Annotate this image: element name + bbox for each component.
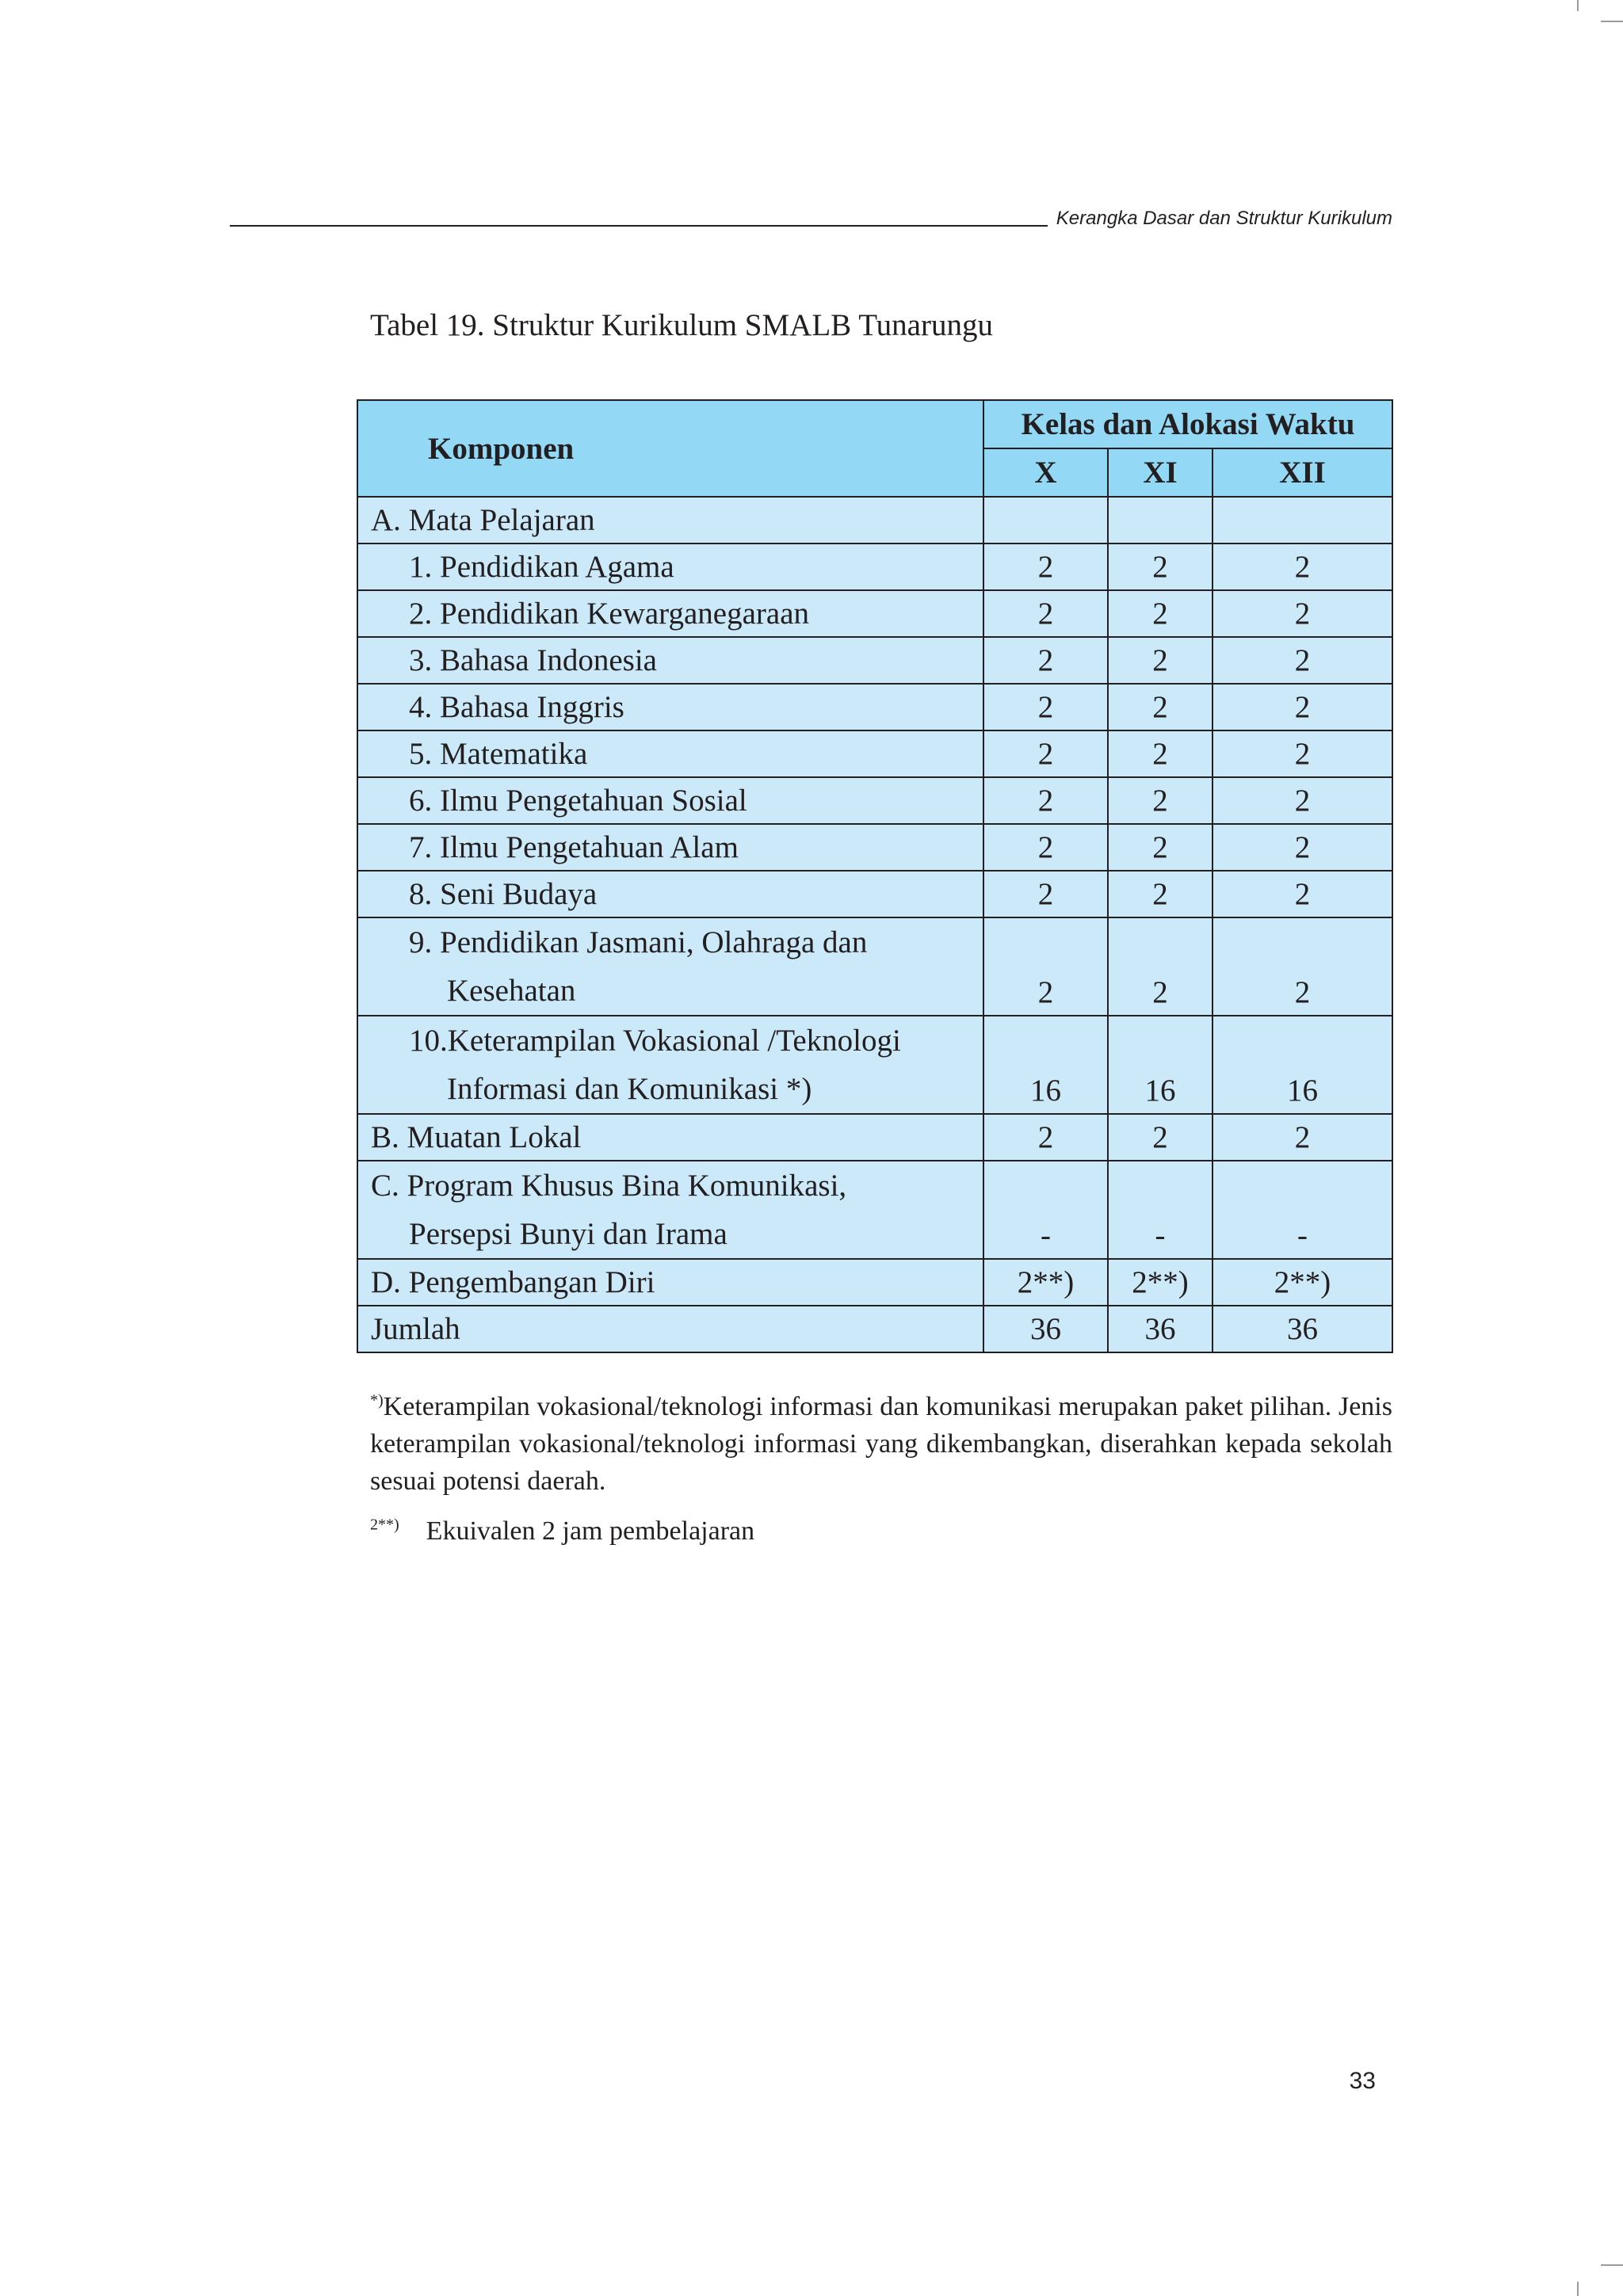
table-row <box>357 917 1392 1016</box>
program-khusus-line2: Persepsi Bunyi dan Irama <box>409 1217 727 1251</box>
kelas-xi-header: XI <box>1108 448 1212 497</box>
table-row <box>357 1161 1392 1259</box>
value-xi: 2**) <box>1108 1259 1212 1306</box>
value-xi: - <box>1108 1161 1212 1259</box>
value-xii: 16 <box>1212 1016 1392 1114</box>
value-x: 2 <box>983 730 1108 777</box>
value-xi: 2 <box>1108 917 1212 1016</box>
subject-label: 3. Bahasa Indonesia <box>357 637 983 684</box>
value-xii: 2 <box>1212 637 1392 684</box>
footnote-1 <box>370 1388 1392 1500</box>
value-x: 2 <box>983 917 1108 1016</box>
value-x: 2 <box>983 1114 1108 1161</box>
empty-cell <box>1108 497 1212 543</box>
value-x: 36 <box>983 1306 1108 1352</box>
kelas-xii-header: XII <box>1212 448 1392 497</box>
value-xi: 2 <box>1108 543 1212 590</box>
value-xi: 36 <box>1108 1306 1212 1352</box>
subject-label-line1: 9. Pendidikan Jasmani, Olahraga dan <box>409 925 868 959</box>
crop-mark <box>1577 0 1579 11</box>
table-row <box>357 543 1392 590</box>
subject-label: 5. Matematika <box>357 730 983 777</box>
value-xii: 2 <box>1212 730 1392 777</box>
section-a-label: A. Mata Pelajaran <box>357 497 983 543</box>
value-xi: 2 <box>1108 1114 1212 1161</box>
crop-mark <box>1577 2282 1579 2296</box>
value-xi: 2 <box>1108 871 1212 917</box>
footnote-2-text: Ekuivalen 2 jam pembelajaran <box>426 1516 755 1546</box>
table-row <box>357 777 1392 824</box>
subject-label-line2: Informasi dan Komunikasi *) <box>447 1072 812 1106</box>
value-xii: 2 <box>1212 871 1392 917</box>
value-x: 2 <box>983 637 1108 684</box>
value-xi: 2 <box>1108 730 1212 777</box>
table-row <box>357 1306 1392 1352</box>
header-rule <box>230 225 1048 227</box>
value-xii: 36 <box>1212 1306 1392 1352</box>
curriculum-table <box>357 399 1393 1353</box>
page-number: 33 <box>1349 2068 1376 2094</box>
footnote-2 <box>370 1512 1392 1550</box>
subject-label: 1. Pendidikan Agama <box>357 543 983 590</box>
subject-label: 8. Seni Budaya <box>357 871 983 917</box>
table-row <box>357 637 1392 684</box>
footnotes <box>370 1388 1392 1550</box>
value-x: 2**) <box>983 1259 1108 1306</box>
empty-cell <box>1212 497 1392 543</box>
crop-mark <box>1601 2264 1623 2266</box>
subject-label: 7. Ilmu Pengetahuan Alam <box>357 824 983 871</box>
komponen-header: Komponen <box>357 400 983 497</box>
table-row <box>357 684 1392 730</box>
table-row <box>357 590 1392 637</box>
table-header-row <box>357 400 1392 448</box>
value-x: 2 <box>983 543 1108 590</box>
table-row <box>357 824 1392 871</box>
table-title: Tabel 19. Struktur Kurikulum SMALB Tunarungu <box>370 308 993 342</box>
muatan-lokal-label: B. Muatan Lokal <box>357 1114 983 1161</box>
value-x: 2 <box>983 777 1108 824</box>
jumlah-label: Jumlah <box>357 1306 983 1352</box>
value-xii: - <box>1212 1161 1392 1259</box>
table-row <box>357 497 1392 543</box>
program-khusus-line1: C. Program Khusus Bina Komunikasi, <box>371 1169 847 1203</box>
value-xi: 2 <box>1108 824 1212 871</box>
crop-mark <box>1601 21 1623 22</box>
subject-label <box>357 1016 983 1114</box>
value-xii: 2 <box>1212 543 1392 590</box>
subject-label-line1: 10.Keterampilan Vokasional /Teknologi <box>409 1024 901 1058</box>
table-row <box>357 730 1392 777</box>
table-row <box>357 1114 1392 1161</box>
footnote-2-marker: 2**) <box>370 1516 399 1534</box>
kelas-x-header: X <box>983 448 1108 497</box>
value-x: - <box>983 1161 1108 1259</box>
pengembangan-diri-label: D. Pengembangan Diri <box>357 1259 983 1306</box>
value-xi: 2 <box>1108 637 1212 684</box>
value-xii: 2 <box>1212 777 1392 824</box>
running-header: Kerangka Dasar dan Struktur Kurikulum <box>1056 208 1392 229</box>
subject-label: 2. Pendidikan Kewarganegaraan <box>357 590 983 637</box>
subject-label <box>357 917 983 1016</box>
subject-label-line2: Kesehatan <box>447 974 576 1008</box>
value-xi: 2 <box>1108 777 1212 824</box>
value-xii: 2 <box>1212 684 1392 730</box>
subject-label: 6. Ilmu Pengetahuan Sosial <box>357 777 983 824</box>
value-xii: 2 <box>1212 824 1392 871</box>
table-row <box>357 871 1392 917</box>
footnote-1-marker: *) <box>370 1391 384 1409</box>
value-x: 16 <box>983 1016 1108 1114</box>
value-xi: 2 <box>1108 684 1212 730</box>
value-xi: 2 <box>1108 590 1212 637</box>
empty-cell <box>983 497 1108 543</box>
program-khusus-label <box>357 1161 983 1259</box>
value-xii: 2 <box>1212 917 1392 1016</box>
value-x: 2 <box>983 871 1108 917</box>
value-x: 2 <box>983 684 1108 730</box>
footnote-1-text: Keterampilan vokasional/teknologi informasi dan komunikasi merupakan paket pilihan. Jenis keterampilan vokasional/teknologi informasi yang dikembangkan, diserahkan kepada sekolah sesuai potensi daerah. <box>370 1392 1392 1496</box>
value-xii: 2 <box>1212 590 1392 637</box>
kelas-header: Kelas dan Alokasi Waktu <box>983 400 1392 448</box>
value-xi: 16 <box>1108 1016 1212 1114</box>
value-xii: 2**) <box>1212 1259 1392 1306</box>
subject-label: 4. Bahasa Inggris <box>357 684 983 730</box>
value-x: 2 <box>983 590 1108 637</box>
table-row <box>357 1016 1392 1114</box>
value-xii: 2 <box>1212 1114 1392 1161</box>
value-x: 2 <box>983 824 1108 871</box>
table-row <box>357 1259 1392 1306</box>
